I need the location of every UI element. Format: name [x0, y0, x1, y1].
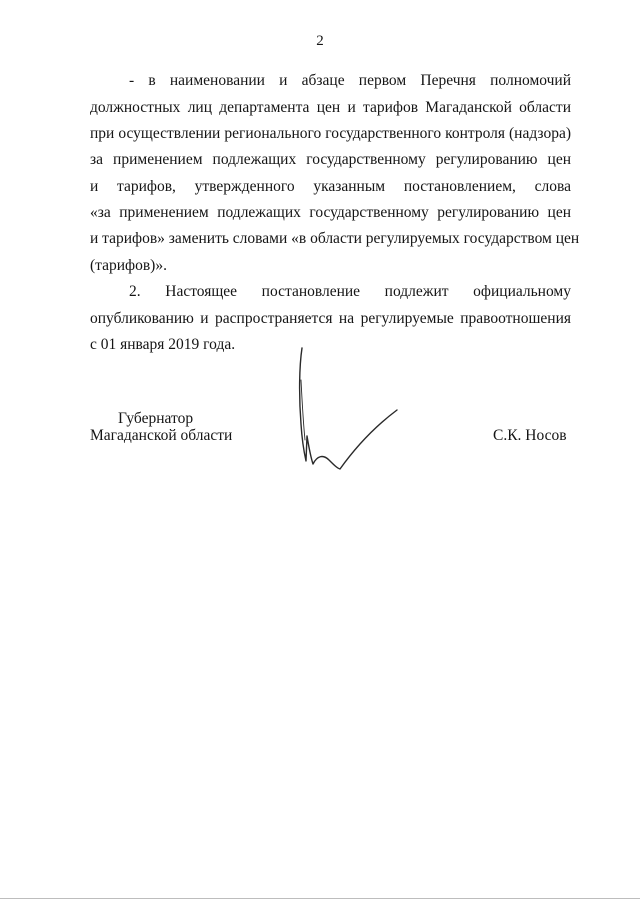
- paragraph-line: опубликованию и распространяется на регулируемые правоотношения: [90, 310, 571, 327]
- paragraph-line: за применением подлежащих государственному регулированию цен: [90, 151, 571, 168]
- paragraph-line: при осуществлении регионального государственного контроля (надзора): [90, 125, 571, 142]
- handwritten-signature: [285, 340, 415, 490]
- paragraph-line: (тарифов)».: [90, 257, 167, 274]
- paragraph-line: должностных лиц департамента цен и тарифов Магаданской области: [90, 99, 571, 116]
- paragraph-line: с 01 января 2019 года.: [90, 336, 236, 353]
- signatory-name: С.К. Носов: [493, 427, 567, 444]
- page-number: 2: [316, 33, 324, 49]
- paragraph-line: «за применением подлежащих государственному регулированию цен: [90, 204, 571, 221]
- paragraph-line: и тарифов» заменить словами «в области регулируемых государством цен: [90, 230, 580, 247]
- paragraph-line: 2. Настоящее постановление подлежит официальному: [129, 283, 571, 300]
- paragraph-line: - в наименовании и абзаце первом Перечня полномочий: [129, 72, 571, 89]
- scan-edge-line: [0, 898, 640, 899]
- region-title: Магаданской области: [90, 427, 233, 444]
- paragraph-line: и тарифов, утвержденного указанным постановлением, слова: [90, 178, 571, 195]
- governor-title: Губернатор: [118, 410, 194, 427]
